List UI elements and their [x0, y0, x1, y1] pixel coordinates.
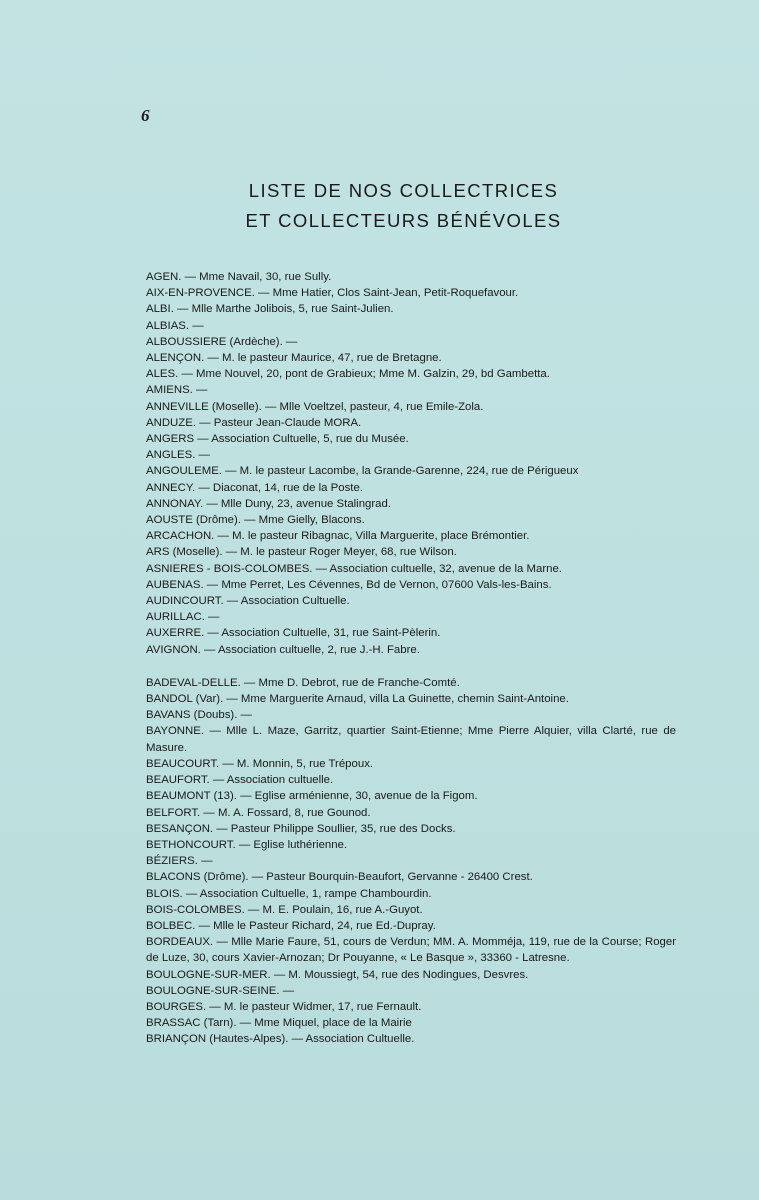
group-gap: [146, 658, 676, 675]
list-item: BÉZIERS. —: [146, 855, 213, 868]
list-item: BOLBEC. — Mlle le Pasteur Richard, 24, rue Ed.-Dupray.: [146, 919, 436, 932]
list-item: BOULOGNE-SUR-SEINE. —: [146, 984, 295, 997]
list-item: BEAUFORT. — Association cultuelle.: [146, 774, 334, 787]
list-item: AMIENS. —: [146, 384, 208, 397]
list-item: BOURGES. — M. le pasteur Widmer, 17, rue Fernault.: [146, 1000, 422, 1013]
list-item: BAYONNE. — Mlle L. Maze, Garritz, quartier Saint-Etienne; Mme Pierre Alquier, villa Clarté, rue de Masure.: [146, 725, 676, 754]
list-item: AVIGNON. — Association cultuelle, 2, rue J.-H. Fabre.: [146, 643, 420, 656]
list-item: ARCACHON. — M. le pasteur Ribagnac, Villa Marguerite, place Brémontier.: [146, 530, 530, 543]
list-item: ANNECY. — Diaconat, 14, rue de la Poste.: [146, 481, 363, 494]
list-item: ALES. — Mme Nouvel, 20, pont de Grabieux; Mme M. Galzin, 29, bd Gambetta.: [146, 368, 550, 381]
list-item: AIX-EN-PROVENCE. — Mme Hatier, Clos Saint-Jean, Petit-Roquefavour.: [146, 287, 519, 300]
page-number: 6: [141, 106, 150, 125]
list-item: ALBOUSSIERE (Ardèche). —: [146, 335, 298, 348]
list-item: ALBIAS. —: [146, 319, 204, 332]
list-item: BOIS-COLOMBES. — M. E. Poulain, 16, rue A.-Guyot.: [146, 903, 423, 916]
list-item: BORDEAUX. — Mlle Marie Faure, 51, cours de Verdun; MM. A. Momméja, 119, rue de la Course; Roger de Luze, 30, cours Xavier-Arnozan; Dr Pouyanne, « Le Basque », 33360 - Latresne.: [146, 936, 676, 965]
list-item: AURILLAC. —: [146, 611, 220, 624]
list-item: ANNONAY. — Mlle Duny, 23, avenue Stalingrad.: [146, 497, 392, 510]
list-item: AOUSTE (Drôme). — Mme Gielly, Blacons.: [146, 514, 365, 527]
list-item: AGEN. — Mme Navail, 30, rue Sully.: [146, 271, 332, 283]
list-item: AUBENAS. — Mme Perret, Les Cévennes, Bd de Vernon, 07600 Vals-les-Bains.: [146, 578, 552, 591]
list-item: BLOIS. — Association Cultuelle, 1, rampe Chambourdin.: [146, 887, 432, 900]
entries-group-b: [146, 675, 676, 1048]
list-item: ANGERS — Association Cultuelle, 5, rue du Musée.: [146, 433, 409, 446]
list-item: ARS (Moselle). — M. le pasteur Roger Meyer, 68, rue Wilson.: [146, 546, 457, 559]
title-line-1: LISTE DE NOS COLLECTRICES: [248, 180, 559, 201]
list-item: BRIANÇON (Hautes-Alpes). — Association Cultuelle.: [146, 1033, 415, 1046]
list-item: BEAUMONT (13). — Eglise arménienne, 30, avenue de la Figom.: [146, 790, 478, 803]
list-item: BELFORT. — M. A. Fossard, 8, rue Gounod.: [146, 806, 371, 819]
collector-list: [146, 269, 676, 1048]
list-item: ALBI. — Mlle Marthe Jolibois, 5, rue Saint-Julien.: [146, 303, 394, 316]
list-item: BETHONCOURT. — Eglise luthérienne.: [146, 838, 348, 851]
entries-group-a: [146, 269, 676, 658]
list-item: BADEVAL-DELLE. — Mme D. Debrot, rue de Franche-Comté.: [146, 676, 460, 689]
page-title: [0, 176, 759, 236]
list-item: ANDUZE. — Pasteur Jean-Claude MORA.: [146, 416, 362, 429]
list-item: BAVANS (Doubs). —: [146, 709, 252, 722]
list-item: BRASSAC (Tarn). — Mme Miquel, place de la Mairie: [146, 1017, 412, 1030]
list-item: ANNEVILLE (Moselle). — Mlle Voeltzel, pasteur, 4, rue Emile-Zola.: [146, 400, 484, 413]
list-item: BESANÇON. — Pasteur Philippe Soullier, 35, rue des Docks.: [146, 822, 456, 835]
list-item: ANGOULEME. — M. le pasteur Lacombe, la Grande-Garenne, 224, rue de Périgueux: [146, 465, 579, 478]
list-item: BEAUCOURT. — M. Monnin, 5, rue Trépoux.: [146, 757, 374, 770]
title-line-2: ET COLLECTEURS BÉNÉVOLES: [245, 210, 562, 231]
list-item: ANGLES. —: [146, 449, 210, 462]
list-item: AUDINCOURT. — Association Cultuelle.: [146, 595, 350, 608]
list-item: ALENÇON. — M. le pasteur Maurice, 47, rue de Bretagne.: [146, 352, 442, 365]
list-item: BLACONS (Drôme). — Pasteur Bourquin-Beaufort, Gervanne - 26400 Crest.: [146, 871, 533, 884]
list-item: BOULOGNE-SUR-MER. — M. Moussiegt, 54, rue des Nodingues, Desvres.: [146, 968, 529, 981]
list-item: ASNIERES - BOIS-COLOMBES. — Association cultuelle, 32, avenue de la Marne.: [146, 562, 562, 575]
list-item: BANDOL (Var). — Mme Marguerite Arnaud, villa La Guinette, chemin Saint-Antoine.: [146, 693, 569, 706]
list-item: AUXERRE. — Association Cultuelle, 31, rue Saint-Pèlerin.: [146, 627, 441, 640]
